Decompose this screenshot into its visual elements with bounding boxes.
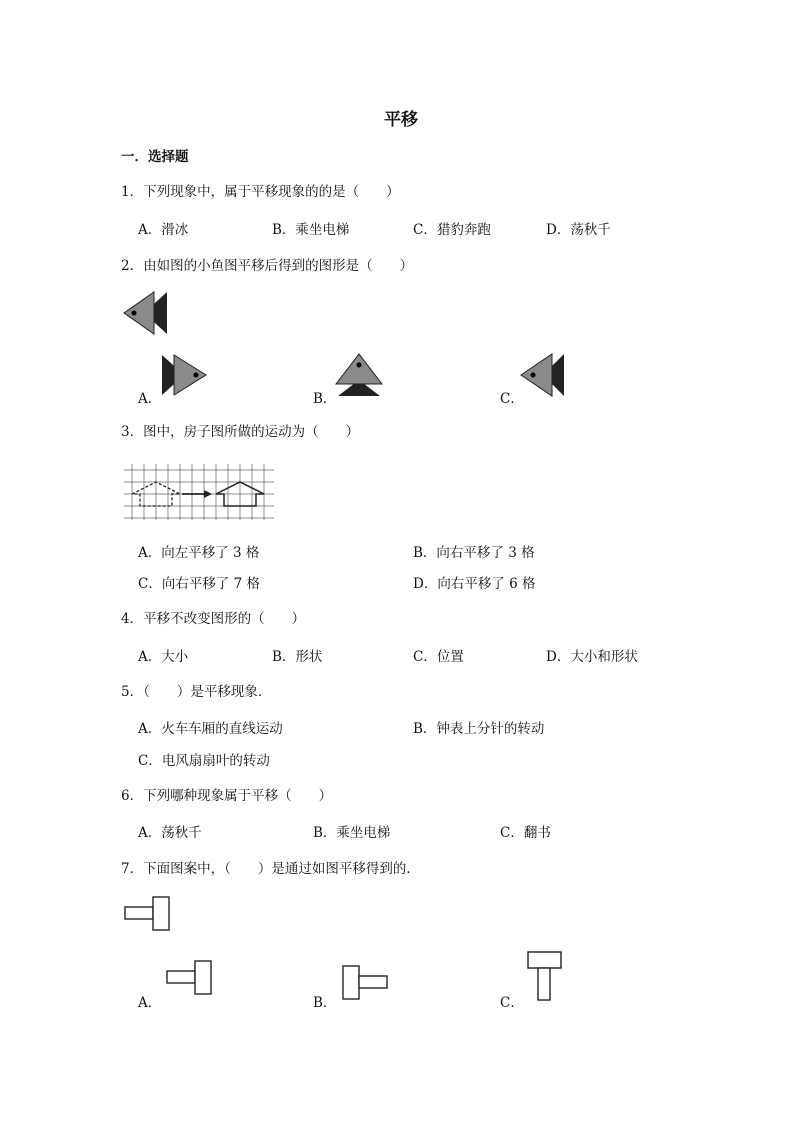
- q6-option-c[interactable]: C．翻书: [500, 825, 551, 841]
- question-1-stem: 1．下列现象中，属于平移现象的的是（ ）: [121, 184, 400, 200]
- q7-option-a[interactable]: A．: [138, 995, 162, 1011]
- question-6-stem: 6．下列哪种现象属于平移（ ）: [121, 788, 333, 804]
- q2-option-c[interactable]: C．: [500, 391, 524, 407]
- fish-original-figure: [124, 292, 170, 336]
- tshape-option-a-figure[interactable]: [166, 960, 214, 996]
- q1-option-a[interactable]: A．滑冰: [138, 222, 189, 238]
- q5-option-a[interactable]: A．火车车厢的直线运动: [138, 721, 283, 737]
- q5-option-b[interactable]: B．钟表上分针的转动: [413, 721, 545, 737]
- fish-option-c-figure[interactable]: [521, 354, 567, 398]
- q6-option-b[interactable]: B．乘坐电梯: [313, 825, 391, 841]
- fish-option-a-figure[interactable]: [160, 355, 208, 397]
- question-4-stem: 4．平移不改变图形的（ ）: [121, 611, 306, 627]
- section-heading: 一．选择题: [121, 149, 189, 165]
- q7-option-c[interactable]: C．: [500, 995, 524, 1011]
- q3-option-c[interactable]: C．向右平移了 7 格: [138, 576, 261, 592]
- q7-option-b[interactable]: B．: [313, 995, 337, 1011]
- fish-option-b-figure[interactable]: [334, 352, 384, 398]
- q4-option-a[interactable]: A．大小: [138, 649, 189, 665]
- page-title: 平移: [384, 110, 418, 130]
- q1-option-c[interactable]: C．猎豹奔跑: [413, 222, 491, 238]
- question-3-stem: 3．图中，房子图所做的运动为（ ）: [121, 424, 360, 440]
- q3-option-b[interactable]: B．向右平移了 3 格: [413, 545, 535, 561]
- q6-option-a[interactable]: A．荡秋千: [138, 825, 202, 841]
- q4-option-d[interactable]: D．大小和形状: [546, 649, 638, 665]
- q2-option-b[interactable]: B．: [313, 391, 337, 407]
- q4-option-c[interactable]: C．位置: [413, 649, 464, 665]
- tshape-original-figure: [124, 896, 172, 932]
- q4-option-b[interactable]: B．形状: [272, 649, 323, 665]
- question-7-stem: 7．下面图案中，（ ）是通过如图平移得到的．: [121, 861, 420, 877]
- q2-option-a[interactable]: A．: [138, 391, 162, 407]
- tshape-option-c-figure[interactable]: [527, 951, 563, 1003]
- q1-option-b[interactable]: B．乘坐电梯: [272, 222, 350, 238]
- house-grid-figure: [124, 462, 274, 520]
- q3-option-a[interactable]: A．向左平移了 3 格: [138, 545, 260, 561]
- q3-option-d[interactable]: D．向右平移了 6 格: [413, 576, 536, 592]
- question-2-stem: 2．由如图的小鱼图平移后得到的图形是（ ）: [121, 258, 414, 274]
- tshape-option-b-figure[interactable]: [341, 965, 391, 1001]
- q1-option-d[interactable]: D．荡秋千: [546, 222, 611, 238]
- question-5-stem: 5．（ ）是平移现象．: [121, 684, 272, 700]
- q5-option-c[interactable]: C．电风扇扇叶的转动: [138, 753, 270, 769]
